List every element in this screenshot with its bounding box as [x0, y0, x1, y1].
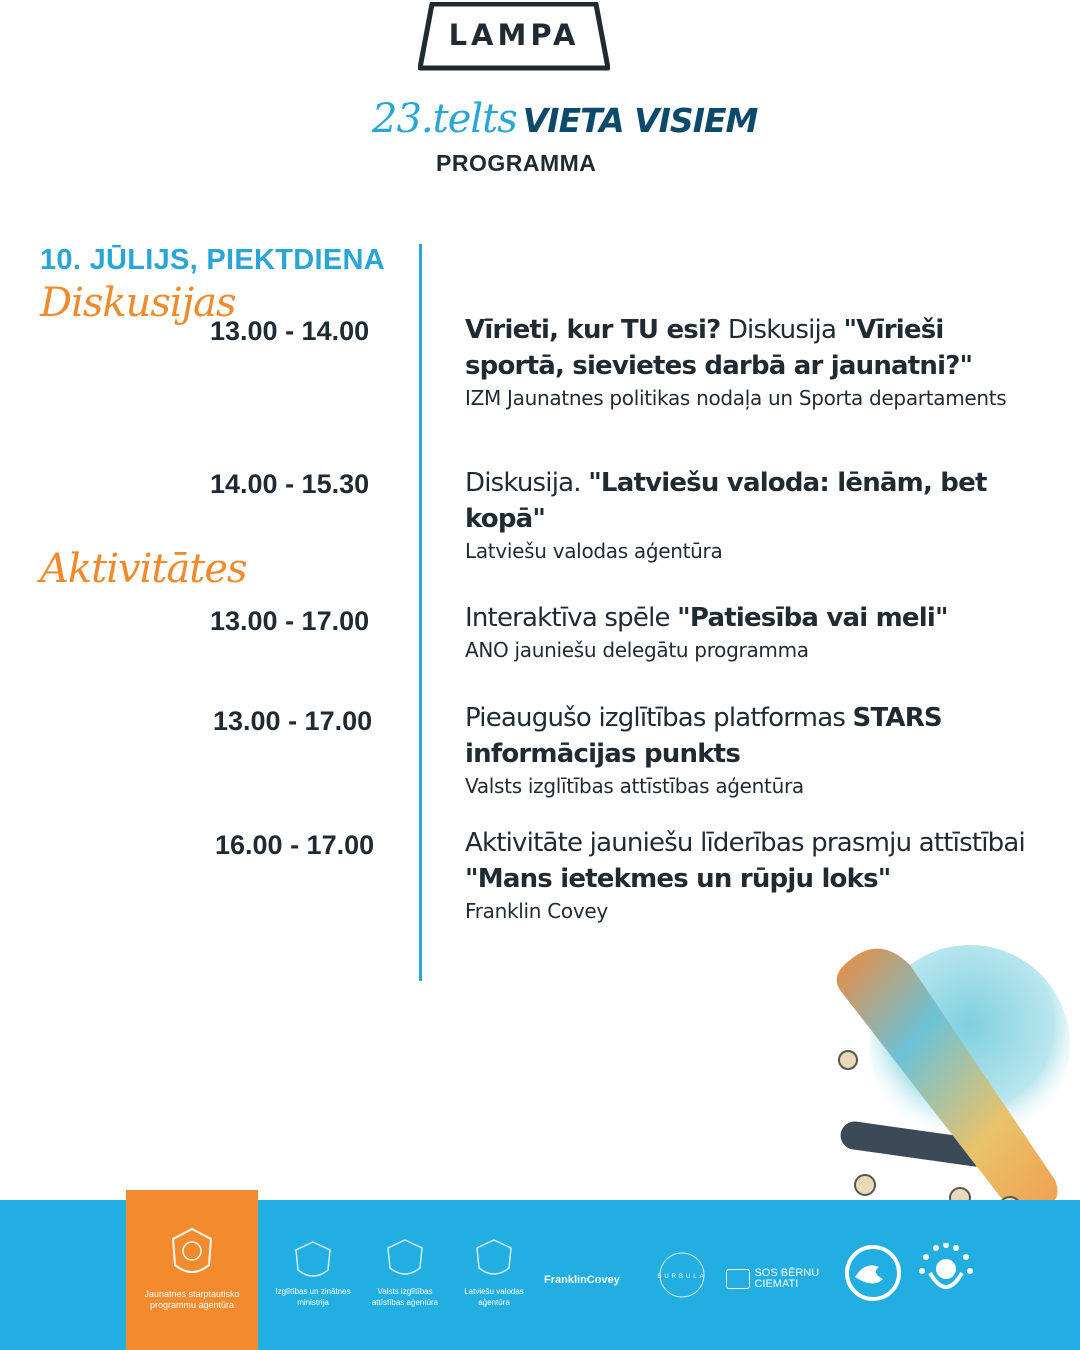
event-title-regular: Diskusija	[720, 315, 844, 345]
title-bold: VIETA VISIEM	[522, 101, 758, 140]
title-script: 23.telts	[372, 96, 517, 142]
franklincovey-logo: FranklinCovey	[544, 1274, 620, 1286]
sos-logo	[726, 1269, 750, 1289]
lampa-logo-text: LAMPA	[448, 18, 580, 52]
crest-icon	[288, 1238, 338, 1286]
event-title-bold: STARS informācijas punkts	[465, 703, 942, 769]
partner-sos	[726, 1268, 836, 1290]
partner-label: Izglītības un zinātnes ministrija	[275, 1287, 351, 1307]
program-date: 10. JŪLIJS, PIEKTDIENA	[40, 244, 386, 276]
event-organizer: Franklin Covey	[465, 899, 608, 923]
partner-izm	[270, 1238, 356, 1308]
youth-stars-logo-icon	[912, 1243, 980, 1303]
event-title-regular: Diskusija.	[465, 468, 589, 498]
event-title-regular: Aktivitāte jauniešu līderības prasmju attīstībai	[465, 828, 1025, 858]
section-discussions: Diskusijas	[40, 280, 236, 326]
event-title-bold: "Mans ietekmes un rūpju loks"	[465, 864, 891, 894]
partner-label: SOS BĒRNU CIEMATI	[754, 1267, 820, 1290]
partner-label: BURBULA	[657, 1274, 707, 1280]
partner-franklincovey	[544, 1270, 644, 1288]
event-organizer: Valsts izglītības attīstības aģentūra	[465, 774, 804, 798]
event-title-bold: "Vīrieši sportā, sievietes darbā ar jaunatni?"	[465, 315, 973, 381]
event-time: 13.00 - 17.00	[210, 606, 370, 636]
event-title-bold: "Latviešu valoda: lēnām, bet kopā"	[465, 468, 987, 534]
event-organizer: ANO jauniešu delegātu programma	[465, 638, 809, 662]
event-item	[465, 600, 1025, 664]
partner-label: Latviešu valodas aģentūra	[464, 1287, 524, 1307]
event-organizer: IZM Jaunatnes politikas nodaļa un Sporta departaments	[465, 386, 1007, 410]
partner-burbula	[652, 1250, 712, 1300]
event-organizer: Latviešu valodas aģentūra	[465, 539, 723, 563]
page-subtitle: PROGRAMMA	[436, 150, 597, 176]
partner-label: Valsts izglītības attīstības aģentūra	[371, 1287, 439, 1307]
crest-icon	[165, 1225, 219, 1283]
timeline-divider	[419, 244, 422, 981]
event-time: 14.00 - 15.30	[210, 469, 370, 499]
wave-logo-icon	[843, 1243, 903, 1303]
partner-label: Jaunatnes starptautisko programmu aģentūra	[144, 1289, 240, 1310]
section-activities: Aktivitātes	[40, 546, 247, 592]
event-title-regular: Interaktīva spēle	[465, 603, 678, 633]
crest-icon	[469, 1236, 519, 1286]
event-title-bold: "Patiesība vai meli"	[677, 603, 948, 633]
lampa-logo	[418, 2, 610, 72]
crest-icon	[380, 1236, 430, 1286]
partner-lva	[454, 1236, 534, 1308]
event-item	[465, 312, 1025, 412]
event-item	[465, 700, 1025, 800]
event-title-regular: Pieaugušo izglītības platformas	[465, 703, 853, 733]
partner-jspa	[130, 1225, 254, 1311]
event-title-bold: Vīrieti, kur TU esi?	[465, 315, 721, 345]
skateboard-illustration	[820, 940, 1080, 1230]
event-title	[372, 96, 757, 146]
event-time: 16.00 - 17.00	[215, 830, 375, 860]
event-time: 13.00 - 17.00	[213, 706, 373, 736]
event-item	[465, 465, 1025, 565]
event-item	[465, 825, 1025, 925]
partner-visc	[362, 1236, 448, 1308]
event-time: 13.00 - 14.00	[210, 316, 370, 346]
